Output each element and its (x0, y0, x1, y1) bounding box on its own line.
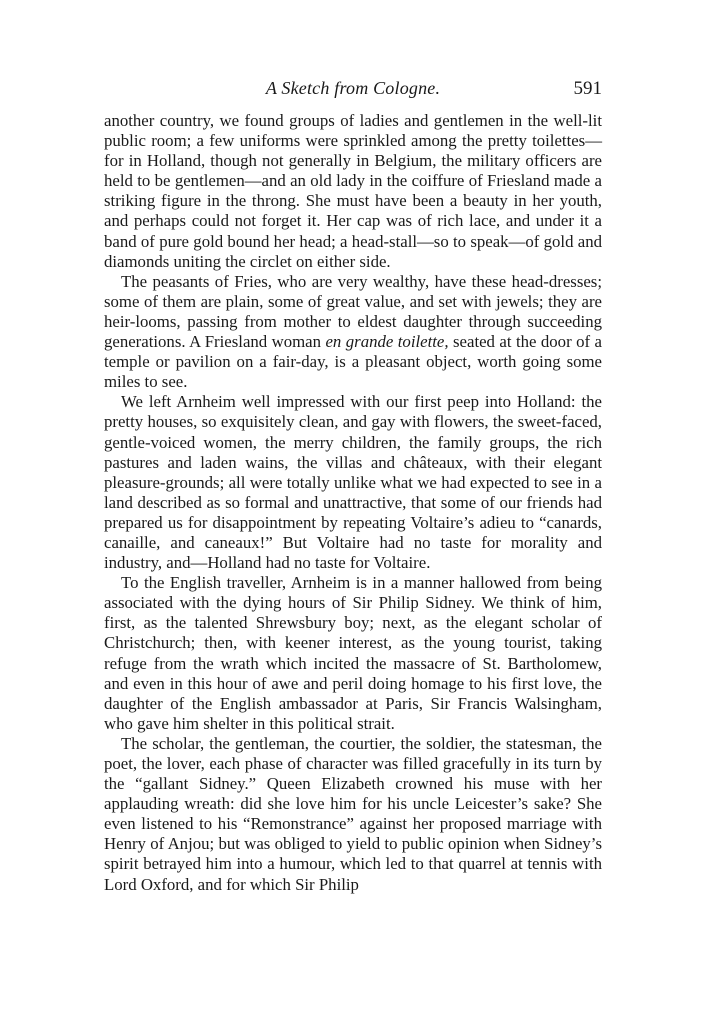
text-run: To the English traveller, Arnheim is in a manner hallowed from being associated with the dying hours of Sir Philip Sidney. We think of him, first, as the talented Shrewsbury boy; next, as the elegant scholar of Christchurch; then, with keener interest, as the young tourist, taking refuge from the wrath which incited the massacre of St. Bartholomew, and even in this hour of awe and peril doing homage to his first love, the daughter of the English ambassador at Paris, Sir Francis Walsingham, who gave him shelter in this political strait. (104, 573, 602, 733)
paragraph (104, 111, 602, 272)
page-number: 591 (573, 78, 602, 99)
italic-phrase: en grande toilette, (325, 332, 449, 352)
running-title: A Sketch from Cologne. (265, 78, 441, 98)
text-run: The peasants of Fries, who are very wealthy, have these head-dresses; some of them are plain, some of great value, and set with jewels; they are heir-looms, passing from mother to eldest daughter through succeeding generations. A Friesland woman (104, 271, 602, 352)
body-text (104, 111, 602, 895)
paragraph (104, 573, 602, 734)
text-run: We left Arnheim well impressed with our first peep into Holland: the pretty houses, so exquisitely clean, and gay with flowers, the sweet-faced, gentle-voiced women, the merry children, the family groups, the rich pastures and laden wains, the villas and châteaux, with their elegant pleasure-grounds; all were totally unlike what we had expected to see in a land described as so formal and unattractive, that some of our friends had prepared us for disappointment by repeating Voltaire’s adieu to “canards, canaille, and caneaux!” But Voltaire had no taste for morality and industry, and—Holland had no taste for Voltaire. (104, 392, 602, 573)
paragraph (104, 734, 602, 895)
book-page (104, 78, 602, 895)
paragraph (104, 392, 602, 573)
paragraph (104, 272, 602, 393)
text-run: another country, we found groups of ladies and gentlemen in the well-lit public room; a few uniforms were sprinkled among the pretty toilettes—for in Holland, though not generally in Belgium, the military officers are held to be gentlemen—and an old lady in the coiffure of Friesland made a striking figure in the throng. She must have been a beauty in her youth, and perhaps could not forget it. Her cap was of rich lace, and under it a band of pure gold bound her head; a head-stall—so to speak—of gold and diamonds uniting the circlet on either side. (104, 111, 602, 271)
text-run: seated at the door of a temple or pavilion on a fair-day, is a pleasant object, worth going some miles to see. (104, 332, 602, 392)
running-head (104, 78, 602, 104)
text-run: The scholar, the gentleman, the courtier, the soldier, the statesman, the poet, the lover, each phase of character was filled gracefully in its turn by the “gallant Sidney.” Queen Elizabeth crowned his muse with her applauding wreath: did she love him for his uncle Leicester’s sake? She even listened to his “Remonstrance” against her proposed marriage with Henry of Anjou; but was obliged to yield to public opinion when Sidney’s spirit betrayed him into a humour, which led to that quarrel at tennis with Lord Oxford, and for which Sir Philip (104, 733, 602, 894)
